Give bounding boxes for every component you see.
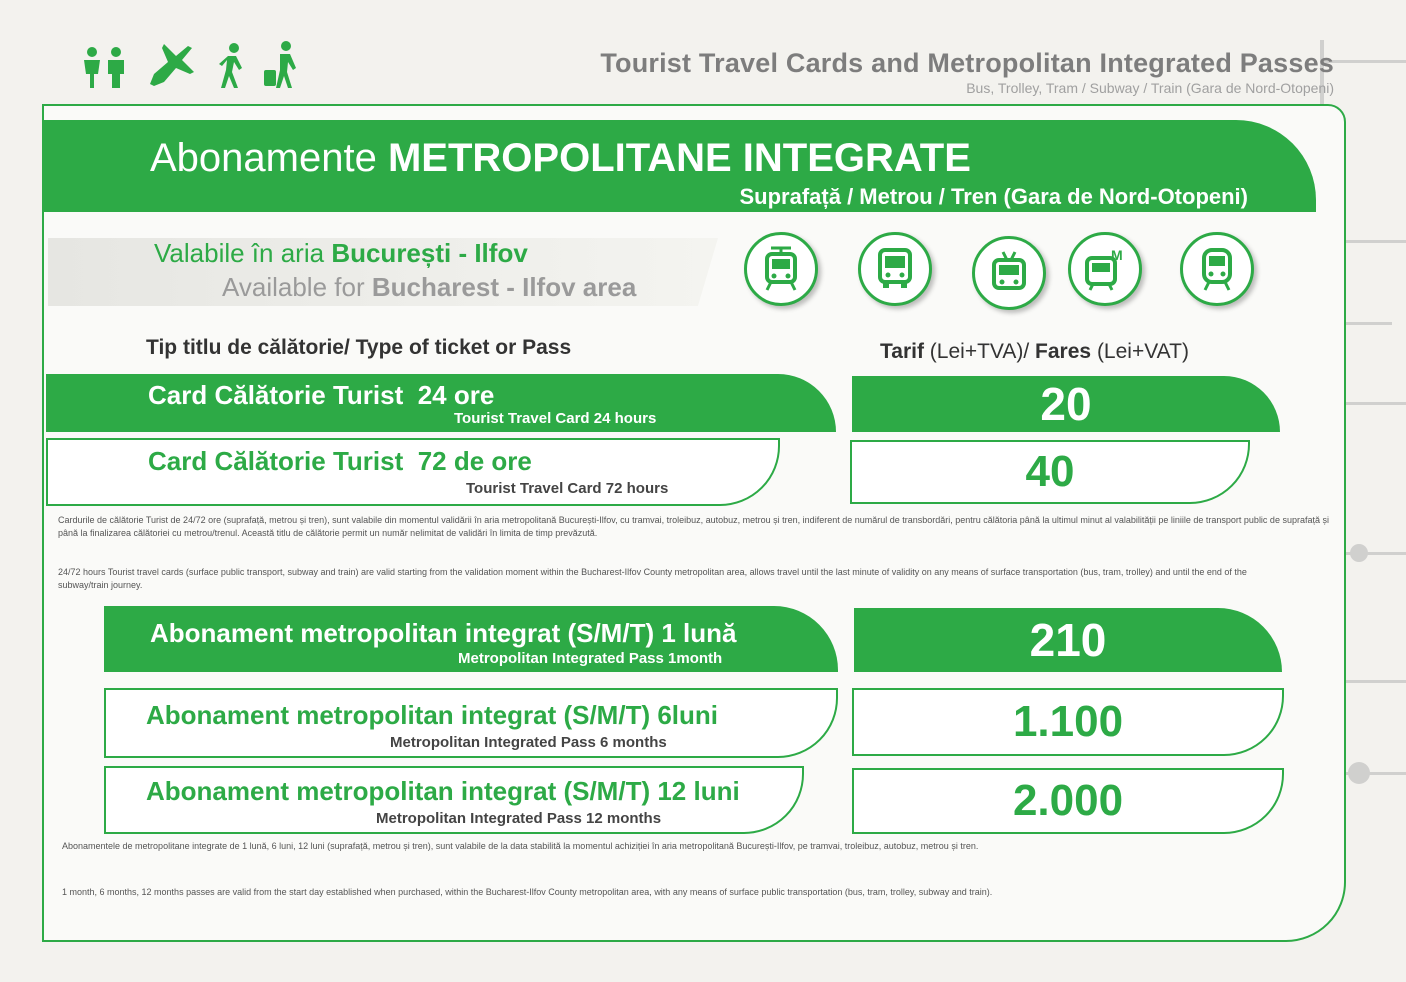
pass-1-month-en: Metropolitan Integrated Pass 1month — [458, 650, 723, 667]
background-map-station — [1350, 544, 1368, 562]
pass-12-months-fare: 2.000 — [852, 768, 1284, 834]
pass-12-months-row — [104, 766, 804, 834]
bus-icon — [858, 232, 932, 306]
pass-1-month-row — [104, 606, 838, 672]
pass-6-months-fare: 1.100 — [852, 688, 1284, 756]
metro-icon — [1068, 232, 1142, 306]
validity-ro: Valabile în aria București - Ilfov — [154, 238, 528, 268]
tourist-card-24h-fare: 20 — [852, 376, 1280, 432]
walking-person-icon — [219, 43, 242, 88]
tourist-card-72h-name: Card Călătorie Turist 72 de ore — [148, 446, 532, 476]
note-passes-ro: Abonamentele de metropolitane integrate de 1 lună, 6 luni, 12 luni (suprafață, metrou și tren), sunt valabile de la data stabilită la momentul achiziției în aria metropolitană București-Ilfov, pe tramvai, troleibuz, autobuz, metrou și tren. — [62, 841, 979, 851]
svg-text:M: M — [1111, 247, 1123, 263]
tourist-card-24h-row — [46, 374, 836, 432]
pass-6-months-row — [104, 688, 838, 758]
banner-title-bold: METROPOLITANE INTEGRATE — [387, 136, 971, 180]
traveler-luggage-icon — [264, 41, 296, 88]
column-header-type: Tip titlu de călătorie/ Type of ticket or Pass — [146, 336, 572, 359]
note-tourist-cards-en: 24/72 hours Tourist travel cards (surface public transport, subway and train) are valid starting from the validation moment within the Bucharest-Ilfov County metropolitan area, allows travel until the last minute of validity on any means of surface transportation (bus, tram, trolley) and until the end of the subway/train journey. — [58, 567, 1247, 590]
pass-12-months-en: Metropolitan Integrated Pass 12 months — [376, 810, 662, 827]
pass-12-months-name: Abonament metropolitan integrat (S/M/T) 12 luni — [146, 776, 740, 806]
pass-1-month-fare: 210 — [854, 608, 1282, 672]
note-passes-en: 1 month, 6 months, 12 months passes are valid from the start day established when purchased, within the Bucharest-Ilfov County metropolitan area, with any means of surface public transportation (bus, tram, trolley, subway and train). — [62, 887, 993, 897]
tourist-card-24h-en: Tourist Travel Card 24 hours — [454, 410, 657, 427]
banner-subtitle: Suprafață / Metrou / Tren (Gara de Nord-Otopeni) — [739, 184, 1248, 209]
tourist-card-72h-en: Tourist Travel Card 72 hours — [466, 480, 669, 497]
column-header-fare: Tarif (Lei+TVA)/ Fares (Lei+VAT) — [880, 340, 1189, 363]
page-subtitle: Bus, Trolley, Tram / Subway / Train (Gara de Nord-Otopeni) — [966, 80, 1334, 96]
pass-6-months-en: Metropolitan Integrated Pass 6 months — [390, 734, 667, 751]
page-title: Tourist Travel Cards and Metropolitan Integrated Passes — [600, 48, 1334, 78]
background-map-station — [1348, 762, 1370, 784]
travel-icons — [80, 38, 310, 94]
tourist-card-72h-fare: 40 — [850, 440, 1250, 504]
note-tourist-cards-ro: Cardurile de călătorie Turist de 24/72 ore (suprafață, metrou și tren), sunt valabile din momentul validării în aria metropolitană București-Ilfov, cu tramvai, troleibuz, autobuz, metrou și tren, indiferent de numărul de transbordări, pentru călătoria până la ultimul minut al valabilității pe liniile de transport public de suprafață și până la finalizarea călătoriei cu metrou/trenul. Această titlu de călătorie permit un număr nelimitat de validări în limita de timp prevăzută. — [58, 515, 1329, 538]
trolleybus-icon — [972, 236, 1046, 310]
banner — [44, 120, 1316, 212]
family-icon — [84, 47, 124, 88]
validity-en: Available for Bucharest - Ilfov area — [222, 272, 637, 302]
pass-6-months-name: Abonament metropolitan integrat (S/M/T) 6luni — [146, 700, 718, 730]
train-icon — [1180, 232, 1254, 306]
airplane-icon — [150, 44, 194, 86]
background-map-line — [1322, 60, 1406, 63]
tourist-card-72h-row — [46, 438, 780, 506]
pass-1-month-name: Abonament metropolitan integrat (S/M/T) 1 lună — [150, 618, 737, 648]
banner-title-light: Abonamente — [150, 136, 377, 180]
tourist-card-24h-name: Card Călătorie Turist 24 ore — [148, 380, 495, 410]
banner-title — [150, 136, 971, 181]
tram-icon — [744, 232, 818, 306]
